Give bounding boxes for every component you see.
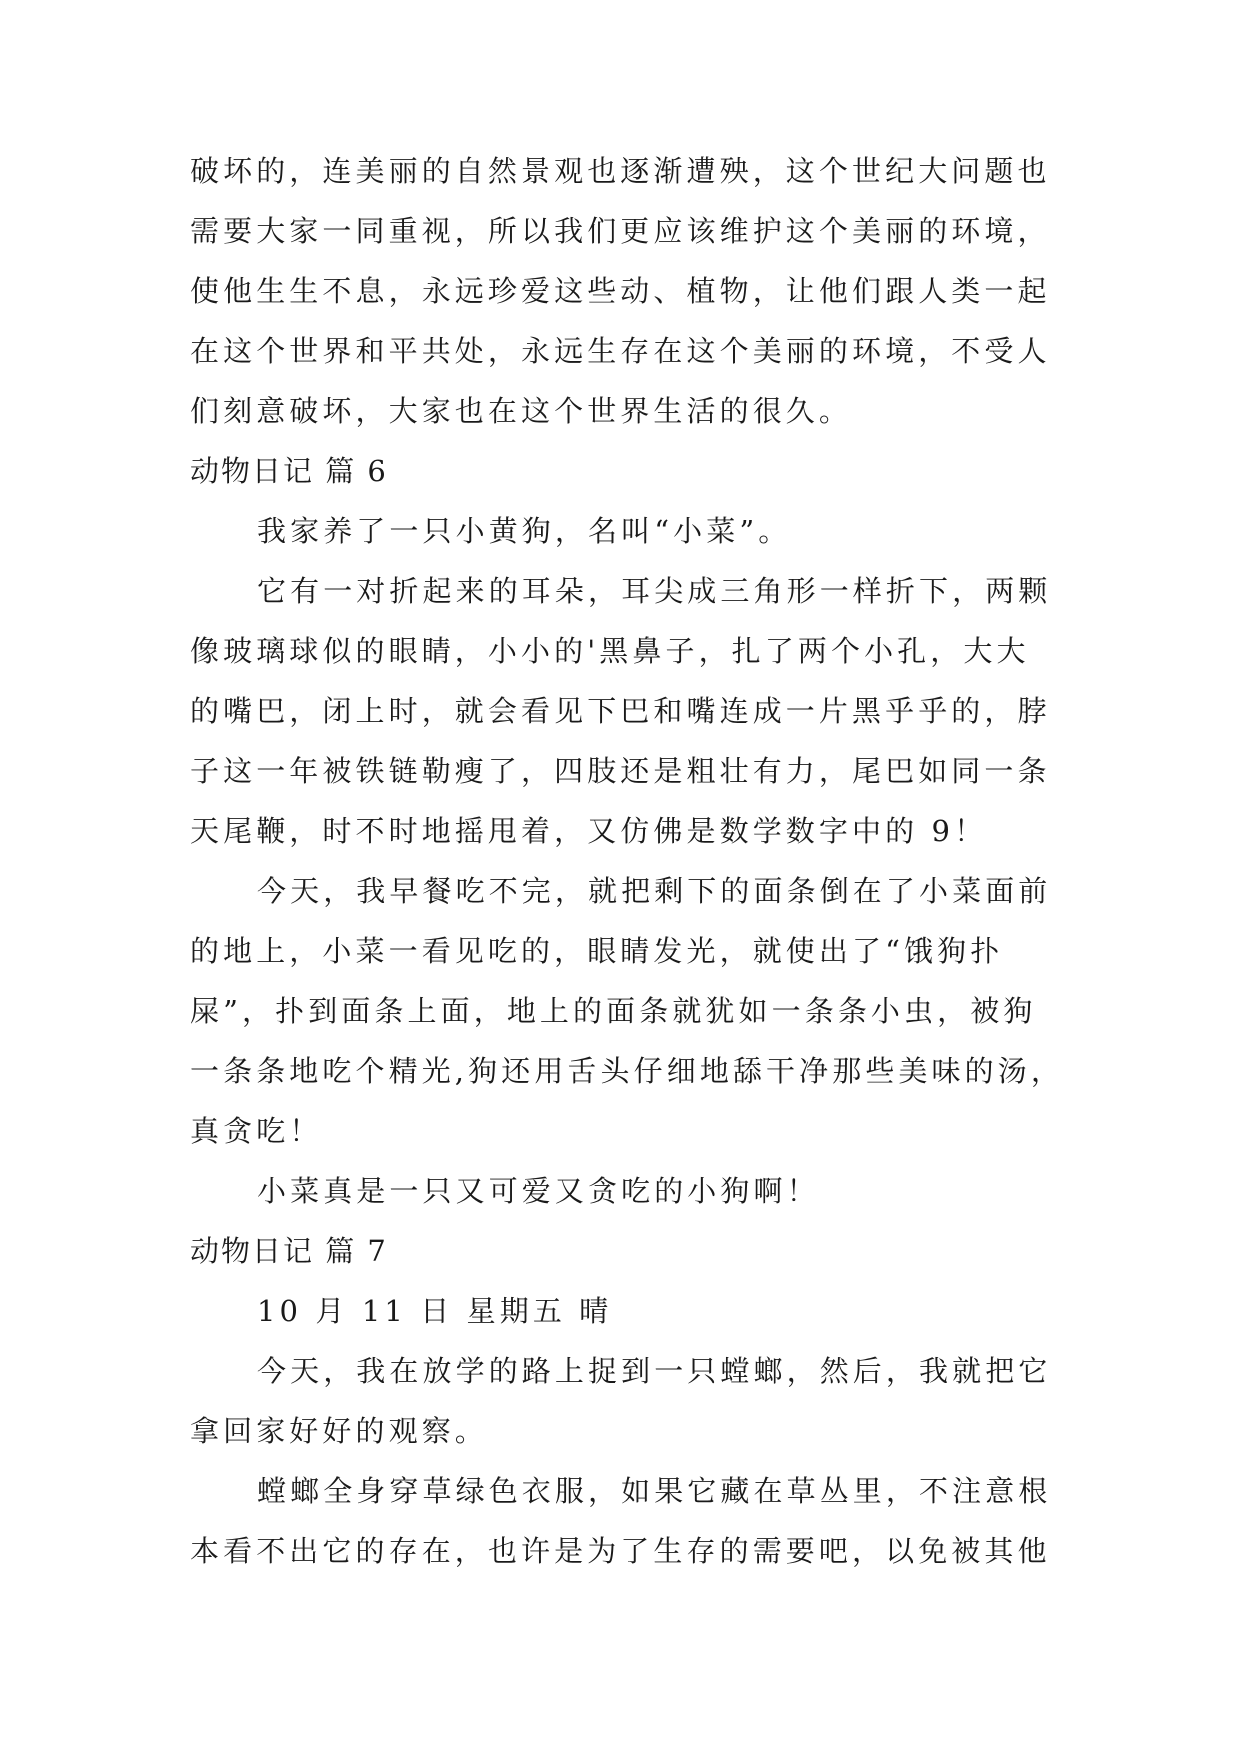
paragraph-line: 需要大家一同重视，所以我们更应该维护这个美丽的环境， (190, 214, 1051, 248)
paragraph-line: 我家养了一只小黄狗，名叫“小菜”。 (257, 514, 792, 548)
paragraph-line: 的地上，小菜一看见吃的，眼睛发光，就使出了“饿狗扑 (190, 934, 1004, 968)
paragraph-line: 本看不出它的存在，也许是为了生存的需要吧，以免被其他 (190, 1534, 1051, 1568)
section-heading: 动物日记 篇 6 (190, 454, 388, 488)
paragraph-line: 屎”，扑到面条上面，地上的面条就犹如一条条小虫，被狗 (190, 994, 1037, 1028)
paragraph-line: 一条条地吃个精光,狗还用舌头仔细地舔干净那些美味的汤， (190, 1054, 1064, 1088)
paragraph-line: 像玻璃球似的眼睛，小小的'黑鼻子，扎了两个小孔，大大 (190, 634, 1030, 668)
paragraph-line: 小菜真是一只又可爱又贪吃的小狗啊！ (257, 1174, 820, 1208)
paragraph-line: 真贪吃！ (190, 1114, 323, 1148)
paragraph-line: 螳螂全身穿草绿色衣服，如果它藏在草丛里，不注意根 (257, 1474, 1052, 1508)
paragraph-line: 使他生生不息，永远珍爱这些动、植物，让他们跟人类一起 (190, 274, 1051, 308)
paragraph-line: 破坏的，连美丽的自然景观也逐渐遭殃，这个世纪大问题也 (190, 154, 1051, 188)
paragraph-line: 天尾鞭，时不时地摇甩着，又仿佛是数学数字中的 9！ (190, 814, 988, 848)
section-heading: 动物日记 篇 7 (190, 1234, 388, 1268)
paragraph-line: 今天，我早餐吃不完，就把剩下的面条倒在了小菜面前 (257, 874, 1052, 908)
paragraph-line: 在这个世界和平共处，永远生存在这个美丽的环境，不受人 (190, 334, 1051, 368)
paragraph-line: 拿回家好好的观察。 (190, 1414, 488, 1448)
paragraph-line: 子这一年被铁链勒瘦了，四肢还是粗壮有力，尾巴如同一条 (190, 754, 1051, 788)
paragraph-line: 的嘴巴，闭上时，就会看见下巴和嘴连成一片黑乎乎的，脖 (190, 694, 1051, 728)
paragraph-line: 们刻意破坏，大家也在这个世界生活的很久。 (190, 394, 853, 428)
date-line: 10 月 11 日 星期五 晴 (257, 1294, 613, 1328)
paragraph-line: 今天，我在放学的路上捉到一只螳螂，然后，我就把它 (257, 1354, 1052, 1388)
paragraph-line: 它有一对折起来的耳朵，耳尖成三角形一样折下，两颗 (257, 574, 1052, 608)
